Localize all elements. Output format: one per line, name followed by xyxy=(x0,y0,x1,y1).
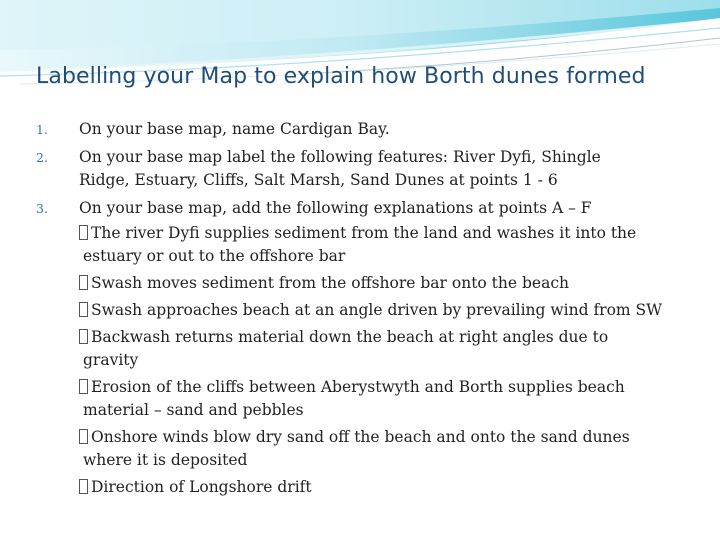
explanation-item xyxy=(79,272,696,295)
explanation-line: Onshore winds blow dry sand off the beach and onto the sand dunes xyxy=(91,428,630,446)
explanation-item xyxy=(79,326,696,372)
list-text-line: Ridge, Estuary, Cliffs, Salt Marsh, Sand Dunes at points 1 - 6 xyxy=(79,171,558,189)
explanation-line: The river Dyfi supplies sediment from the land and washes it into the xyxy=(91,224,637,242)
explanation-item xyxy=(79,426,696,472)
checkbox-bullet-icon xyxy=(79,329,88,344)
list-number: 1. xyxy=(36,122,48,137)
list-text xyxy=(79,118,696,141)
explanation-line: estuary or out to the offshore bar xyxy=(83,247,346,265)
list-item xyxy=(36,118,696,141)
list-number: 2. xyxy=(36,150,48,165)
explanation-line: where it is deposited xyxy=(83,451,248,469)
list-text-line: On your base map, add the following explanations at points A – F xyxy=(79,199,592,217)
explanation-item xyxy=(79,222,696,268)
explanation-item xyxy=(79,376,696,422)
list-text-line: On your base map label the following features: River Dyfi, Shingle xyxy=(79,148,601,166)
explanation-line: material – sand and pebbles xyxy=(83,401,304,419)
explanation-line: Swash moves sediment from the offshore bar onto the beach xyxy=(91,274,569,292)
slide-title: Labelling your Map to explain how Borth dunes formed xyxy=(36,64,646,89)
checkbox-bullet-icon xyxy=(79,302,88,317)
list-number: 3. xyxy=(36,201,48,216)
list-item xyxy=(36,146,696,192)
checkbox-bullet-icon xyxy=(79,429,88,444)
checkbox-bullet-icon xyxy=(79,275,88,290)
checkbox-bullet-icon xyxy=(79,479,88,494)
explanation-item xyxy=(79,299,696,322)
explanation-item xyxy=(79,476,696,499)
checkbox-bullet-icon xyxy=(79,225,88,240)
list-text-line: On your base map, name Cardigan Bay. xyxy=(79,120,390,138)
checkbox-bullet-icon xyxy=(79,379,88,394)
list-item xyxy=(36,197,696,220)
explanation-line: Backwash returns material down the beach at right angles due to xyxy=(91,328,609,346)
explanation-line: Direction of Longshore drift xyxy=(91,478,312,496)
list-text xyxy=(79,197,696,220)
list-text xyxy=(79,146,696,192)
explanation-line: gravity xyxy=(83,351,139,369)
instruction-list xyxy=(36,118,696,503)
explanation-line: Swash approaches beach at an angle driven by prevailing wind from SW xyxy=(91,301,663,319)
header-wave-decoration xyxy=(0,0,720,110)
explanation-line: Erosion of the cliffs between Aberystwyth and Borth supplies beach xyxy=(91,378,625,396)
